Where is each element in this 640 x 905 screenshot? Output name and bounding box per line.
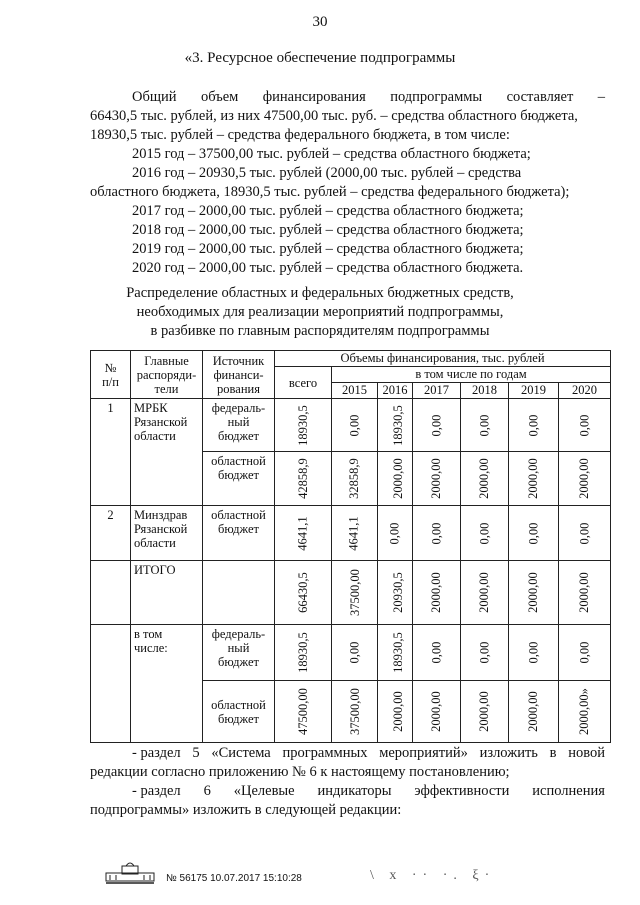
value-cell: 0,00 <box>413 399 461 452</box>
financing-table <box>90 350 611 743</box>
value-cell: 2000,00 <box>413 452 461 506</box>
value-cell: 2000,00» <box>559 681 611 743</box>
empty-cell <box>91 561 131 625</box>
source-regional: областной бюджет <box>203 452 275 506</box>
value-cell: 37500,00 <box>332 561 378 625</box>
table-row <box>91 506 611 561</box>
para1-line1 <box>90 88 605 107</box>
value-cell: 37500,00 <box>332 681 378 743</box>
header-source: Источник финанси- рования <box>203 351 275 399</box>
amendment-paragraph <box>90 744 605 820</box>
year-line: 2020 год – 2000,00 тыс. рублей – средства областного бюджета. <box>132 260 524 276</box>
value-cell: 2000,00 <box>413 681 461 743</box>
header-total: всего <box>275 367 332 399</box>
year-line: 2015 год – 37500,00 тыс. рублей – средства областного бюджета; <box>132 146 531 162</box>
word: подпрограммы <box>390 89 483 105</box>
value-cell: 2000,00 <box>461 681 509 743</box>
value-cell: 0,00 <box>509 506 559 561</box>
word: индикаторы <box>317 783 392 799</box>
value-cell: 66430,5 <box>275 561 332 625</box>
source-regional: областной бюджет <box>203 506 275 561</box>
value-cell: 47500,00 <box>275 681 332 743</box>
subtitle-line: в разбивке по главным распорядителям подпрограммы <box>150 323 490 339</box>
table-subtitle <box>0 284 640 341</box>
source-federal: федераль- ный бюджет <box>203 625 275 681</box>
value-cell: 18930,5 <box>378 399 413 452</box>
year-line: 2017 год – 2000,00 тыс. рублей – средства областного бюджета; <box>132 203 524 219</box>
empty-cell <box>91 625 131 743</box>
value-cell: 0,00 <box>559 506 611 561</box>
value-cell: 2000,00 <box>413 561 461 625</box>
value-cell: 0,00 <box>413 625 461 681</box>
value-cell: 0,00 <box>413 506 461 561</box>
value-cell: 0,00 <box>509 625 559 681</box>
word: изложить <box>479 745 538 761</box>
word: в <box>549 745 557 761</box>
word: эффективности <box>414 783 510 799</box>
value-cell: 18930,5 <box>275 625 332 681</box>
value-cell: 0,00 <box>378 506 413 561</box>
value-cell: 32858,9 <box>332 452 378 506</box>
header-year: 2015 <box>332 383 378 399</box>
value-cell: 2000,00 <box>461 561 509 625</box>
total-label: ИТОГО <box>131 561 203 625</box>
value-cell: 42858,9 <box>275 452 332 506</box>
word: новой <box>568 745 605 761</box>
registration-stamp: № 56175 10.07.2017 15:10:28 <box>166 873 302 884</box>
value-cell: 0,00 <box>461 399 509 452</box>
source-regional: областной бюджет <box>203 681 275 743</box>
header-by-years: в том числе по годам <box>332 367 611 383</box>
word: «Целевые <box>233 783 295 799</box>
value-cell: 2000,00 <box>378 681 413 743</box>
value-cell: 0,00 <box>461 506 509 561</box>
value-cell: 2000,00 <box>559 452 611 506</box>
empty-cell <box>203 561 275 625</box>
building-logo-icon <box>104 860 156 884</box>
year-line: 2018 год – 2000,00 тыс. рублей – средства областного бюджета; <box>132 222 524 238</box>
amendment-line4: подпрограммы» изложить в следующей редакции: <box>90 802 402 818</box>
word: - раздел <box>132 783 181 799</box>
value-cell: 2000,00 <box>559 561 611 625</box>
value-cell: 4641,1 <box>275 506 332 561</box>
including-label: в том числе: <box>131 625 203 743</box>
word: мероприятий» <box>379 745 468 761</box>
value-cell: 2000,00 <box>509 561 559 625</box>
row-number: 1 <box>91 399 131 506</box>
amendment-line2: редакции согласно приложению № 6 к настоящему постановлению; <box>90 764 510 780</box>
value-cell: 2000,00 <box>509 452 559 506</box>
table-row <box>91 399 611 452</box>
header-year: 2020 <box>559 383 611 399</box>
value-cell: 0,00 <box>559 399 611 452</box>
scan-marks: \ х ·· ·. ξ· <box>370 868 496 883</box>
value-cell: 0,00 <box>559 625 611 681</box>
header-year: 2017 <box>413 383 461 399</box>
amendment-line1 <box>90 744 605 763</box>
header-year: 2019 <box>509 383 559 399</box>
value-cell: 18930,5 <box>378 625 413 681</box>
header-volumes: Объемы финансирования, тыс. рублей <box>275 351 611 367</box>
word: исполнения <box>532 783 605 799</box>
word: - раздел <box>132 745 181 761</box>
row-number: 2 <box>91 506 131 561</box>
word: 6 <box>203 783 211 799</box>
year-line: 2016 год – 20930,5 тыс. рублей (2000,00 тыс. рублей – средства <box>132 165 522 181</box>
value-cell: 0,00 <box>509 399 559 452</box>
value-cell: 4641,1 <box>332 506 378 561</box>
year-line: 2019 год – 2000,00 тыс. рублей – средства областного бюджета; <box>132 241 524 257</box>
header-num: № п/п <box>91 351 131 399</box>
value-cell: 0,00 <box>332 625 378 681</box>
source-federal: федераль- ный бюджет <box>203 399 275 452</box>
para1-line3: 18930,5 тыс. рублей – средства федерального бюджета, в том числе: <box>90 127 510 143</box>
year-line-cont: областного бюджета, 18930,5 тыс. рублей – средства федерального бюджета); <box>90 184 570 200</box>
manager-name: Минздрав Рязанской области <box>131 506 203 561</box>
amendment-line3 <box>90 782 605 801</box>
header-year: 2016 <box>378 383 413 399</box>
value-cell: 0,00 <box>461 625 509 681</box>
word: объем <box>200 89 239 105</box>
header-managers: Главные распоряди- тели <box>131 351 203 399</box>
section-heading: «3. Ресурсное обеспечение подпрограммы <box>184 50 456 66</box>
value-cell: 2000,00 <box>509 681 559 743</box>
header-year: 2018 <box>461 383 509 399</box>
word: составляет <box>506 89 574 105</box>
funding-paragraph <box>90 88 605 278</box>
manager-name: МРБК Рязанской области <box>131 399 203 506</box>
value-cell: 18930,5 <box>275 399 332 452</box>
table-row <box>91 625 611 681</box>
word: – <box>597 89 605 105</box>
value-cell: 0,00 <box>332 399 378 452</box>
value-cell: 2000,00 <box>378 452 413 506</box>
table-row-total <box>91 561 611 625</box>
subtitle-line: необходимых для реализации мероприятий подпрограммы, <box>136 304 504 320</box>
word: «Система <box>211 745 271 761</box>
value-cell: 20930,5 <box>378 561 413 625</box>
word: программных <box>282 745 368 761</box>
value-cell: 2000,00 <box>461 452 509 506</box>
word: финансирования <box>262 89 366 105</box>
para1-line2: 66430,5 тыс. рублей, из них 47500,00 тыс. руб. – средства областного бюджета, <box>90 108 578 124</box>
word: 5 <box>192 745 200 761</box>
word: Общий <box>132 89 177 105</box>
page-number: 30 <box>312 14 328 30</box>
subtitle-line: Распределение областных и федеральных бюджетных средств, <box>126 285 514 301</box>
